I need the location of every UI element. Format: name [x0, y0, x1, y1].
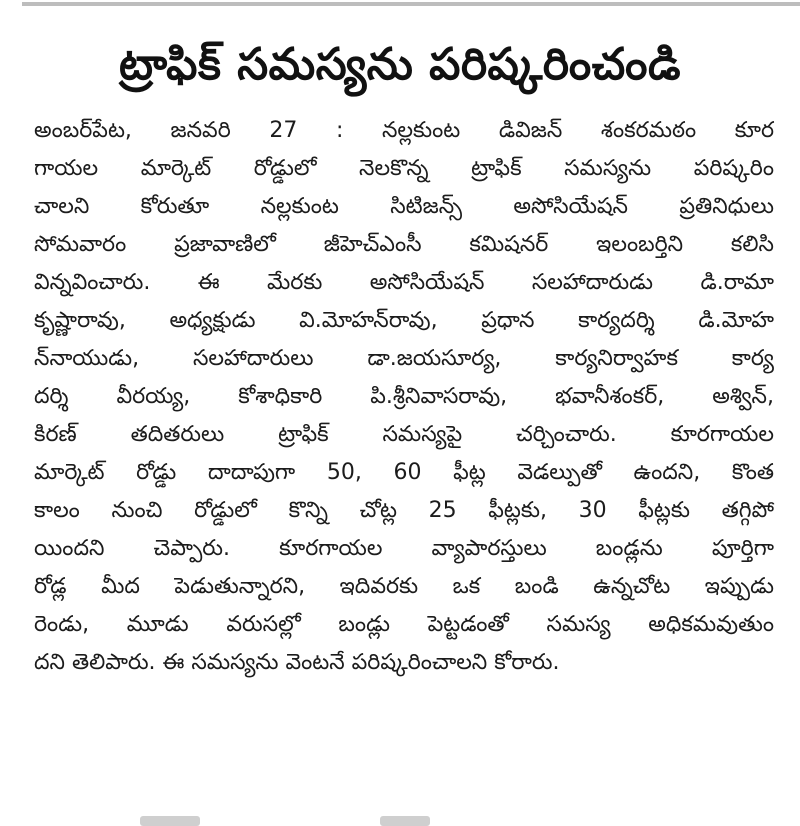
clipped-text-fragment [380, 816, 430, 826]
article-line: దర్శి వీరయ్య, కోశాధికారి పి.శ్రీనివాసరావు, భవానీశంకర్, అశ్విన్, [34, 384, 774, 409]
article-line: న్‌నాయుడు, సలహాదారులు డా.జయసూర్య, కార్యనిర్వాహక కార్య [34, 346, 774, 371]
article-line: కిరణ్ తదితరులు ట్రాఫిక్ సమస్యపై చర్చించారు. కూరగాయల [34, 422, 774, 447]
article-headline: ట్రాఫిక్ సమస్యను పరిష్కరించండి [118, 39, 682, 90]
article-line: సోమవారం ప్రజావాణిలో జీహెచ్‌ఎంసీ కమిషనర్ ఇలంబర్తిని కలిసి [34, 232, 774, 257]
article-line: చాలని కోరుతూ నల్లకుంట సిటిజన్స్ అసోసియేషన్ ప్రతినిధులు [34, 194, 774, 219]
article-line: రోడ్ల మీద పెడుతున్నారని, ఇదివరకు ఒక బండి ఉన్నచోట ఇప్పుడు [34, 574, 774, 599]
article-line: కాలం నుంచి రోడ్డులో కొన్ని చోట్ల 25 ఫీట్లకు, 30 ఫీట్లకు తగ్గిపో [34, 498, 774, 523]
article-line: కృష్ణారావు, అధ్యక్షుడు వి.మోహన్‌రావు, ప్రధాన కార్యదర్శి డి.మోహ [34, 308, 774, 333]
article-line: మార్కెట్ రోడ్డు దాదాపుగా 50, 60 ఫీట్ల వెడల్పుతో ఉందని, కొంత [34, 460, 774, 485]
article-body [34, 112, 774, 682]
clipped-next-article-edge [0, 812, 800, 826]
clipped-text-fragment [140, 816, 200, 826]
article-line: దని తెలిపారు. ఈ సమస్యను వెంటనే పరిష్కరించాలని కోరారు. [34, 650, 560, 675]
article-line: అంబర్‌పేట, జనవరి 27 : నల్లకుంట డివిజన్ శంకరమఠం కూర [34, 118, 774, 143]
article-line: విన్నవించారు. ఈ మేరకు అసోసియేషన్ సలహాదారుడు డి.రామా [34, 270, 774, 295]
article-line: గాయల మార్కెట్ రోడ్డులో నెలకొన్న ట్రాఫిక్ సమస్యను పరిష్కరిం [34, 156, 774, 181]
article-line: రెండు, మూడు వరుసల్లో బండ్లు పెట్టడంతో సమస్య అధికమవుతుం [34, 612, 774, 637]
article-line: యిందని చెప్పారు. కూరగాయల వ్యాపారస్తులు బండ్లను పూర్తిగా [34, 536, 774, 561]
top-divider [22, 2, 800, 6]
